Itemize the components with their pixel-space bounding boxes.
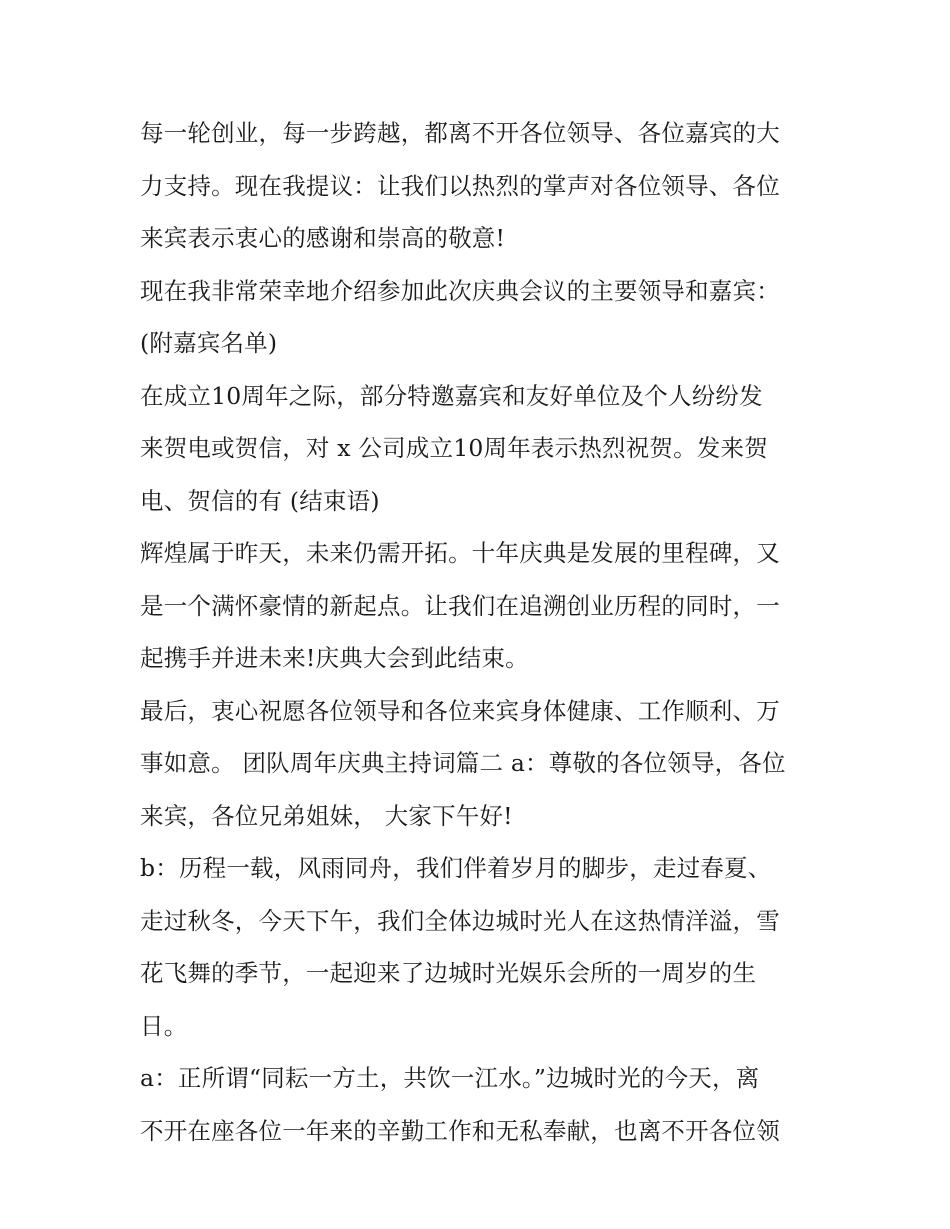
text-line: 电、贺信的有 (结束语) bbox=[140, 486, 380, 515]
text-line: 每一轮创业，每一步跨越，都离不开各位领导、各位嘉宾的大 bbox=[140, 119, 780, 147]
text-line: 来宾，各位兄弟姐妹， 大家下午好! bbox=[140, 801, 513, 830]
text-line: a：正所谓“同耘一方土，共饮一江水。”边城时光的今天，离 bbox=[140, 1064, 760, 1092]
text-line: 来贺电或贺信，对 x 公司成立10周年表示热烈祝贺。发来贺 bbox=[140, 434, 768, 462]
text-line: 是一个满怀豪情的新起点。让我们在追溯创业历程的同时，一 bbox=[140, 591, 780, 620]
text-line: 起携手并进未来!庆典大会到此结束。 bbox=[140, 644, 529, 672]
text-line: 事如意。 团队周年庆典主持词篇二 a：尊敬的各位领导，各位 bbox=[140, 749, 786, 777]
text-line: 力支持。现在我提议：让我们以热烈的掌声对各位领导、各位 bbox=[140, 171, 780, 200]
text-line: 日。 bbox=[140, 1011, 188, 1040]
text-line: b：历程一载，风雨同舟，我们伴着岁月的脚步，走过春夏、 bbox=[140, 854, 772, 882]
text-line: (附嘉宾名单) bbox=[140, 329, 278, 357]
text-line: 来宾表示衷心的感谢和崇高的敬意! bbox=[140, 224, 506, 252]
text-line: 辉煌属于昨天，未来仍需开拓。十年庆典是发展的里程碑，又 bbox=[140, 539, 780, 567]
text-line: 走过秋冬，今天下午，我们全体边城时光人在这热情洋溢，雪 bbox=[140, 906, 780, 935]
text-line: 最后，衷心祝愿各位领导和各位来宾身体健康、工作顺利、万 bbox=[140, 696, 780, 725]
text-line: 花飞舞的季节，一起迎来了边城时光娱乐会所的一周岁的生 bbox=[140, 959, 757, 987]
text-line: 在成立10周年之际，部分特邀嘉宾和友好单位及个人纷纷发 bbox=[140, 381, 763, 410]
body-text bbox=[140, 107, 820, 1157]
text-line: 不开在座各位一年来的辛勤工作和无私奉献，也离不开各位领 bbox=[140, 1116, 780, 1145]
text-line: 现在我非常荣幸地介绍参加此次庆典会议的主要领导和嘉宾： bbox=[140, 276, 780, 305]
